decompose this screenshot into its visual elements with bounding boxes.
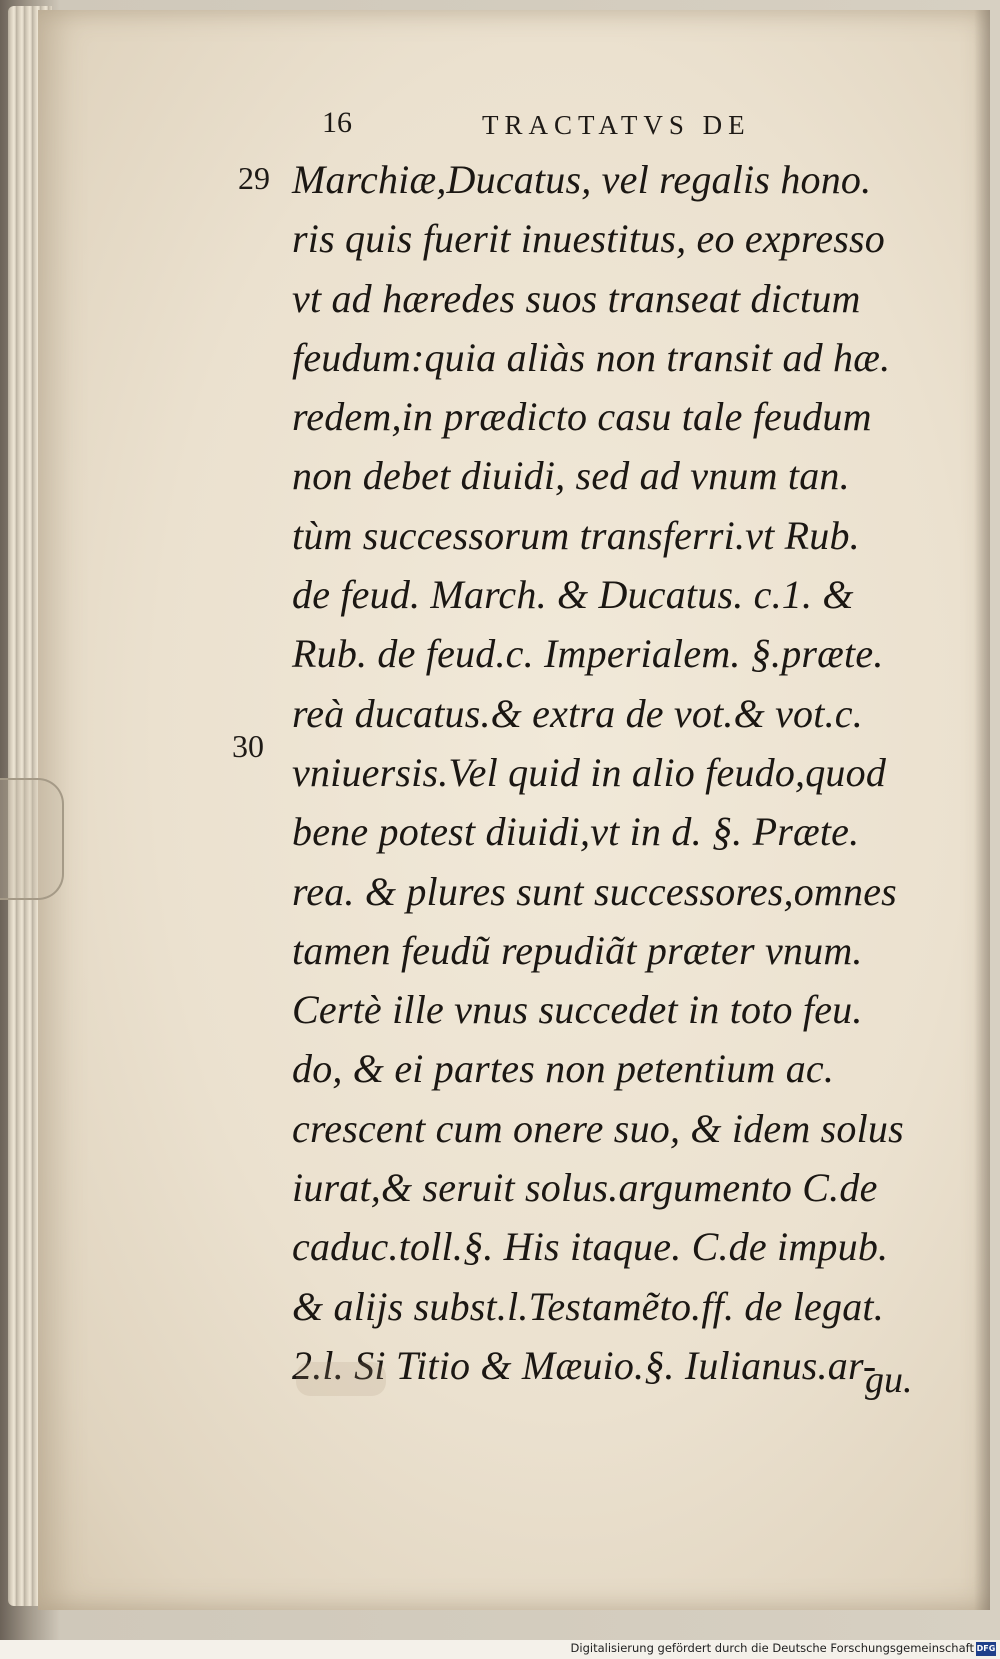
text-line: feudum:quia aliàs non transit ad hæ. [292,334,891,380]
text-line: redem,in prædicto casu tale feudum [292,394,872,440]
body-text [292,150,942,1395]
running-head [0,106,1000,146]
margin-number-29: 29 [238,160,270,196]
text-line: non debet diuidi, sed ad vnum tan. [292,453,850,499]
text-line: ris quis fuerit inuestitus, eo expresso [292,216,885,262]
running-title: TRACTATVS DE [482,110,751,140]
text-line: vt ad hæredes suos transeat dictum [292,275,861,321]
text-line: reà ducatus.& extra de vot.& vot.c. [292,690,863,736]
bookmark-tab [0,778,64,900]
margin-number-30: 30 [232,728,264,764]
text-line: Marchiæ,Ducatus, vel regalis hono. [292,157,872,202]
text-line: Rub. de feud.c. Imperialem. §.præte. [292,631,884,677]
text-line: vniuersis.Vel quid in alio feudo,quod [292,749,887,795]
text-line: de feud. March. & Ducatus. c.1. & [292,572,854,618]
page-shadow [974,10,990,1610]
text-line: rea. & plures sunt successores,omnes [292,868,897,914]
dfg-logo: DFG [976,1642,996,1656]
text-line: tùm successorum transferri.vt Rub. [292,512,860,558]
text-line: caduc.toll.§. His itaque. C.de impub. [292,1224,889,1270]
text-line: bene potest diuidi,vt in d. §. Præte. [292,809,860,855]
ink-smudge [296,1362,386,1396]
digitization-credit: Digitalisierung gefördert durch die Deutsche Forschungsgemeinschaft [570,1641,974,1655]
text-line: & alijs subst.l.Testamẽto.ff. de legat. [292,1283,884,1329]
text-line: iurat,& seruit solus.argumento C.de [292,1165,878,1211]
text-line: Certè ille vnus succedet in toto feu. [292,987,863,1033]
text-line: do, & ei partes non petentium ac. [292,1046,835,1092]
text-line: crescent cum onere suo, & idem solus [292,1105,904,1151]
text-line: tamen feudũ repudiãt præter vnum. [292,927,863,973]
catchword: gu. [865,1359,913,1401]
page-number: 16 [322,106,352,139]
text-line: 2.l. Si Titio & Mæuio.§. Iulianus.ar- [292,1342,877,1388]
